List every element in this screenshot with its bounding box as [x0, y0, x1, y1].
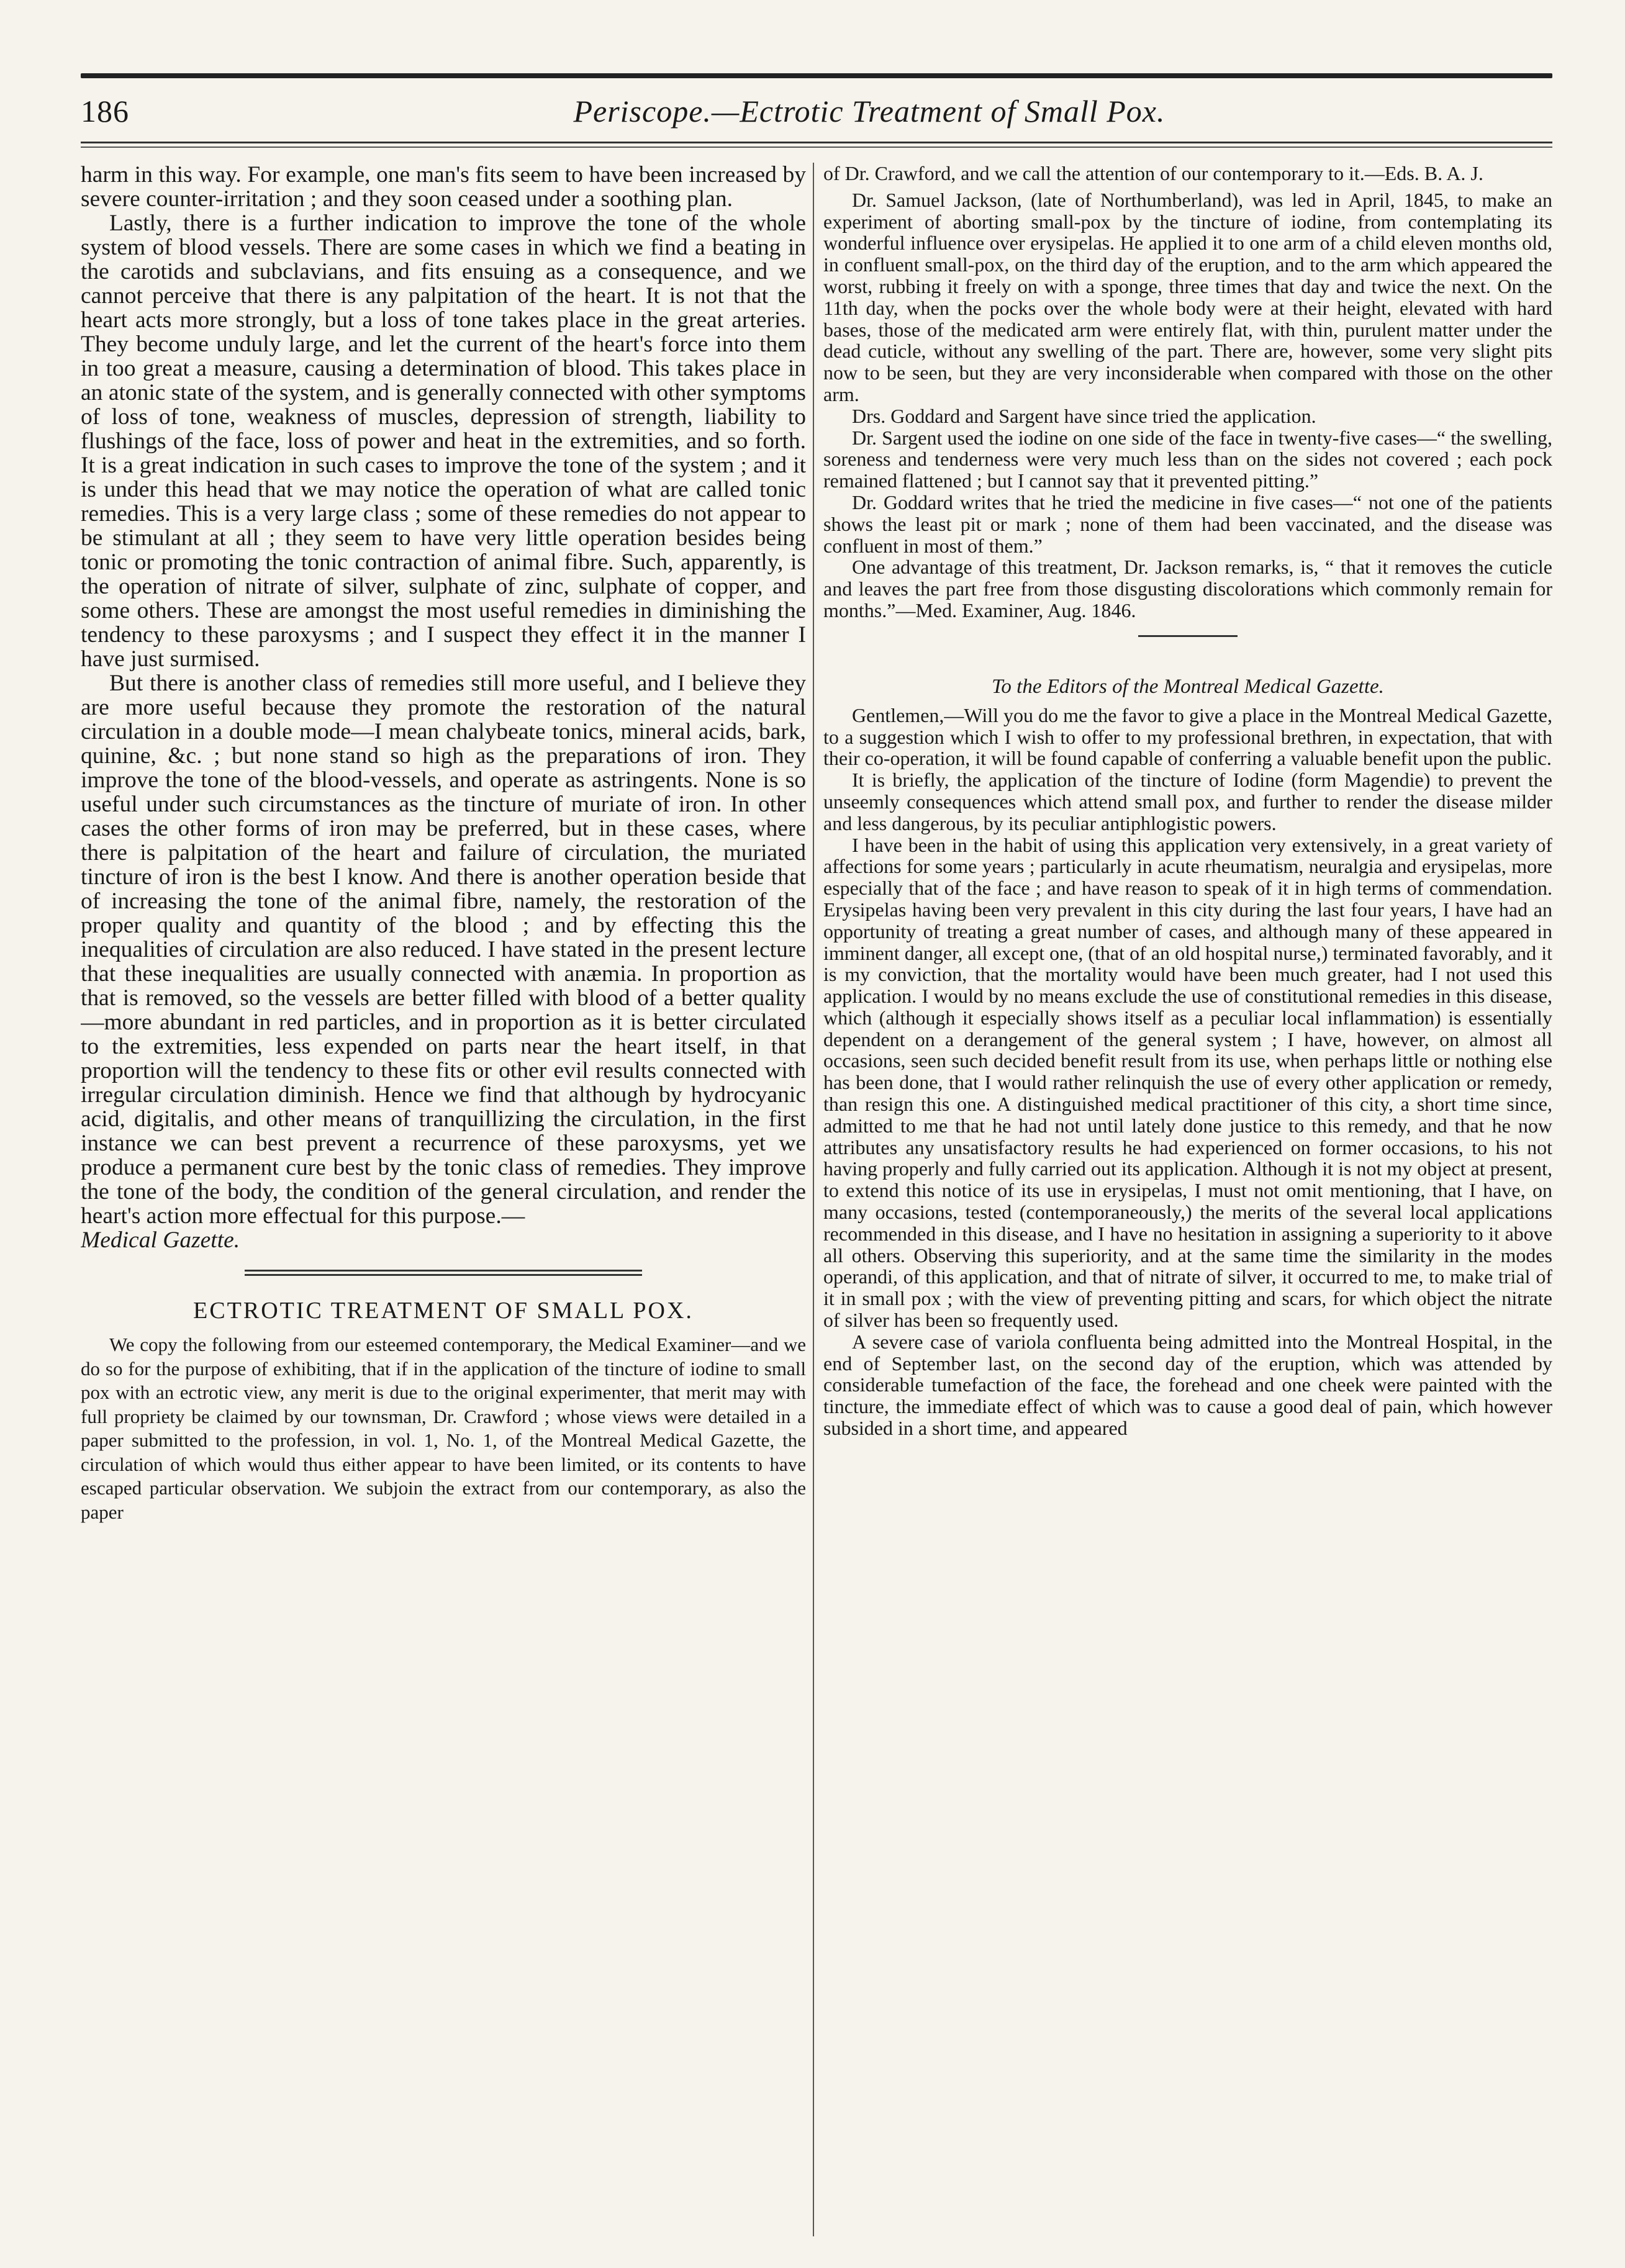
letter-heading: To the Editors of the Montreal Medical Gazette.	[992, 675, 1384, 698]
right-paragraph: Dr. Samuel Jackson, (late of Northumberland), was led in April, 1845, to make an experiment of aborting small-pox by the tincture of iodine, from contemplating its wonderful influence over erysipelas. He applied it to one arm of a child eleven months old, in confluent small-pox, on the third day of the eruption, and to the arm which appeared the worst, rubbing it freely on with a sponge, three times that day and twice the next. On the 11th day, when the pocks over the whole body were at their height, elevated with hard bases, those of the medicated arm were entirely flat, with thin, purulent matter under the dead cuticle, without any swelling of the part. There are, however, some very slight pits now to be seen, but they are very inconsiderable when compared with those on the other arm.	[823, 188, 1552, 405]
running-head: Periscope.—Ectrotic Treatment of Small Pox.	[573, 94, 1166, 129]
section-divider-rule	[245, 1270, 642, 1272]
letter-paragraph: Gentlemen,—Will you do me the favor to give a place in the Montreal Medical Gazette, to a suggestion which I wish to offer to my professional brethren, in expectation, that with their co-operation, it will be found capable of conferring a valuable benefit upon the public.	[823, 703, 1552, 770]
header-rule	[81, 142, 1552, 143]
section-heading: ECTROTIC TREATMENT OF SMALL POX.	[193, 1298, 694, 1324]
page-number: 186	[81, 94, 129, 129]
left-paragraph: But there is another class of remedies still more useful, and I believe they are more useful because they promote the restoration of the natural circulation in a double mode—I mean chalybeate tonics, mineral acids, bark, quinine, &c. ; but none stand so high as the preparations of iron. They improve the tone of the blood-vessels, and operate as astringents. None is so useful under such circumstances as the tincture of muriate of iron. In other cases the other forms of iron may be preferred, but in these cases, where there is palpitation of the heart and failure of circulation, the muriated tincture of iron is the best I know. And there is another operation beside that of increasing the tone of the animal fibre, namely, the restoration of the proper quality and quantity of the blood ; and by effecting this the inequalities of circulation are also reduced. I have stated in the present lecture that these inequalities are usually connected with anæmia. In proportion as that is removed, so the vessels are better filled with blood of a better quality—more abundant in red particles, and in proportion as it is better circulated to the extremities, less expended on parts near the heart itself, in that proportion will the tendency to these fits or other evil results connected with irregular circulation diminish. Hence we find that although by hydrocyanic acid, digitalis, and other means of tranquillizing the circulation, in the first instance we can best prevent a recurrence of these paroxysms, yet we produce a permanent cure best by the tonic class of remedies. They improve the tone of the body, the condition of the general circulation, and render the heart's action more effectual for this purpose.—	[81, 671, 806, 1229]
letter-paragraph: I have been in the habit of using this application very extensively, in a great variety of affections for some years ; particularly in acute rheumatism, neuralgia and erysipelas, more especially that of the face ; and have reason to speak of it in high terms of commendation. Erysipelas having been very prevalent in this city during the last four years, I have had an opportunity of treating a great number of cases, and although many of these appeared in imminent danger, all except one, (that of an old hospital nurse,) terminated favorably, and it is my conviction, that the mortality would have been much greater, had I not used this application. I would by no means exclude the use of constitutional remedies in this disease, which (although it especially shows itself as a peculiar local inflammation) is essentially dependent on a derangement of the general system ; I have, however, on almost all occasions, seen such decided benefit result from its use, when perhaps little or nothing else has been done, that I would rather relinquish the use of every other application or remedy, than resign this one. A distinguished medical practitioner of this city, a short time since, admitted to me that he had not until lately done justice to this remedy, and that he now attributes any unsatisfactory results he had experienced on former occasions, to his not having properly and fully carried out its application. Although it is not my object at present, to extend this notice of its use in erysipelas, I must not omit mentioning, that I have, on many occasions, tested (contemporaneously,) the merits of the several local applications recommended in this disease, and I have no hesitation in assigning a superiority to it above all others. Observing this superiority, and at the same time the similarity in the modes operandi, of this application, and that of nitrate of silver, it occurred to me, to make trial of it in small pox ; with the view of preventing pitting and scars, for which object the nitrate of silver has been so frequently used.	[823, 833, 1552, 1332]
column-divider	[813, 163, 814, 2236]
left-column	[81, 163, 806, 2236]
top-rule	[81, 73, 1552, 78]
right-column	[823, 163, 1552, 2236]
letter-paragraph: It is briefly, the application of the tincture of Iodine (form Magendie) to prevent the unseemly consequences which attend small pox, and further to render the disease milder and less dangerous, by its peculiar antiphlogistic powers.	[823, 769, 1552, 834]
header-rule-secondary	[81, 147, 1552, 148]
right-paragraph: Drs. Goddard and Sargent have since tried the application.	[852, 404, 1316, 427]
right-paragraph: One advantage of this treatment, Dr. Jackson remarks, is, “ that it removes the cuticle and leaves the part free from those disgusting discolorations which commonly remain for months.”—Med. Examiner, Aug. 1846.	[823, 556, 1552, 621]
left-paragraph: Lastly, there is a further indication to improve the tone of the whole system of blood vessels. There are some cases in which we find a beating in the carotids and subclavians, and fits ensuing as a consequence, and we cannot perceive that there is any palpitation of the heart. It is not that the heart acts more strongly, but a loss of tone takes place in the great arteries. They become unduly large, and let the current of the heart's force into them in too great a measure, causing a determination of blood. This takes place in an atonic state of the system, and is generally connected with other symptoms of loss of tone, weakness of muscles, depression of strength, liability to flushings of the face, loss of power and heat in the extremities, and so forth. It is a great indication in such cases to improve the tone of the system ; and it is under this head that we may notice the operation of what are called tonic remedies. This is a very large class ; some of these remedies do not appear to be stimulant at all ; they seem to have very little operation besides being tonic or promoting the tonic contraction of animal fibre. Such, apparently, is the operation of nitrate of silver, sulphate of zinc, sulphate of copper, and some others. These are amongst the most useful remedies in diminishing the tendency to these paroxysms ; and I suspect they effect it in the manner I have just surmised.	[81, 210, 806, 672]
source-citation-text: Medical Gazette.	[81, 1227, 240, 1253]
right-paragraph: Dr. Goddard writes that he tried the medicine in five cases—“ not one of the patients shows the least pit or mark ; none of them had been vaccinated, and the disease was confluent in most of them.”	[823, 490, 1552, 557]
source-citation	[81, 1228, 806, 1252]
section-divider-rule	[245, 1274, 642, 1276]
letter-paragraph: A severe case of variola confluenta being admitted into the Montreal Hospital, in the end of September last, on the second day of the eruption, which was attended by considerable tumefaction of the face, the forehead and one cheek were painted with the tincture, the immediate effect of which was to cause a good deal of pain, which however subsided in a short time, and appeared	[823, 1330, 1552, 1440]
right-paragraph: of Dr. Crawford, and we call the attention of our contemporary to it.—Eds. B. A. J.	[823, 163, 1483, 184]
section-paragraph: We copy the following from our esteemed contemporary, the Medical Examiner—and we do so for the purpose of exhibiting, that if in the application of the tincture of iodine to small pox with an ectrotic view, any merit is due to the original experimenter, that merit may with full propriety be claimed by our townsman, Dr. Crawford ; whose views were detailed in a paper submitted to the profession, in vol. 1, No. 1, of the Montreal Medical Gazette, the circulation of which would thus either appear to have been limited, or its contents to have escaped particular observation. We subjoin the extract from our contemporary, as also the paper	[81, 1334, 806, 1523]
left-paragraph: harm in this way. For example, one man's fits seem to have been increased by severe counter-irritation ; and they soon ceased under a soothing plan.	[81, 163, 806, 212]
short-divider-rule	[1138, 635, 1238, 637]
right-paragraph: Dr. Sargent used the iodine on one side of the face in twenty-five cases—“ the swelling, soreness and tenderness were very much less than on the sides not covered ; each pock remained flattened ; but I cannot say that it prevented pitting.”	[823, 426, 1552, 492]
